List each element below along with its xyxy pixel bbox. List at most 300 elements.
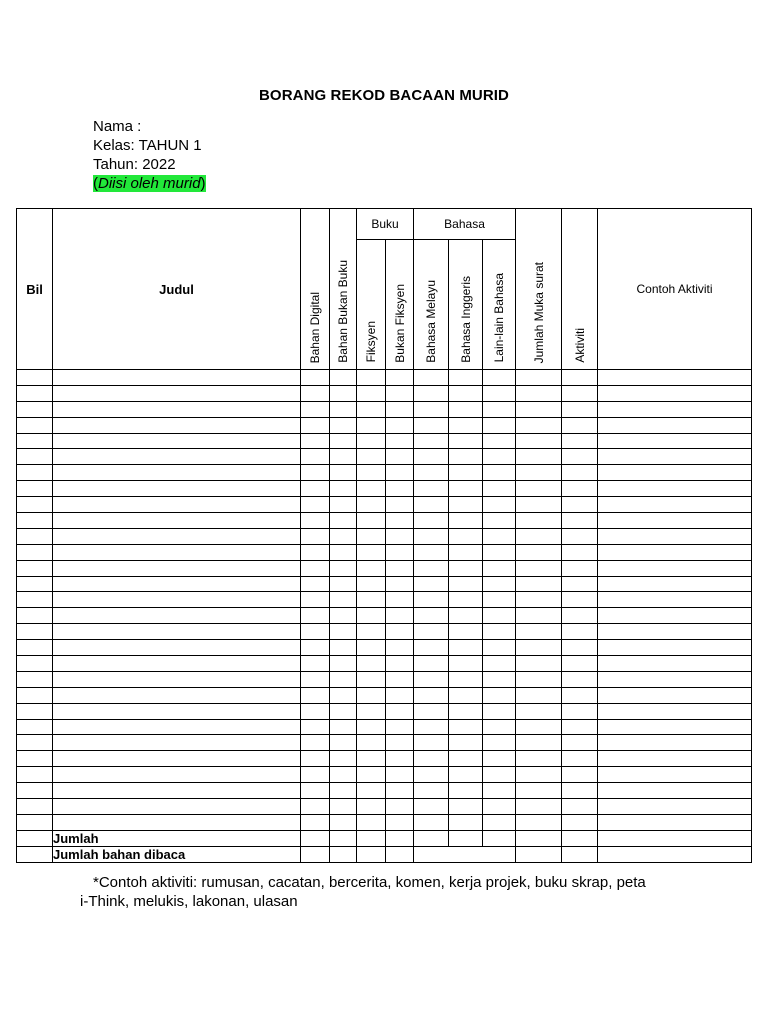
cell-fiksyen[interactable]	[357, 767, 386, 783]
cell-bahasa-melayu[interactable]	[414, 370, 449, 386]
cell-judul[interactable]	[53, 767, 301, 783]
cell-bahasa-melayu[interactable]	[414, 513, 449, 529]
cell-bil[interactable]	[17, 481, 53, 497]
cell-jumlah-muka-surat[interactable]	[516, 449, 562, 465]
cell-judul[interactable]	[53, 544, 301, 560]
cell-aktiviti[interactable]	[562, 433, 598, 449]
cell-bahan-digital[interactable]	[301, 624, 330, 640]
cell-contoh-aktiviti[interactable]	[598, 767, 752, 783]
cell-bukan-fiksyen[interactable]	[386, 767, 414, 783]
cell-bil[interactable]	[17, 592, 53, 608]
cell-judul[interactable]	[53, 783, 301, 799]
cell-aktiviti[interactable]	[562, 592, 598, 608]
cell-lain-lain-bahasa[interactable]	[483, 656, 516, 672]
cell-judul[interactable]	[53, 640, 301, 656]
cell-lain-lain-bahasa[interactable]	[483, 783, 516, 799]
cell-bahasa-inggeris[interactable]	[449, 735, 483, 751]
cell-aktiviti[interactable]	[562, 814, 598, 830]
cell-lain-lain-bahasa[interactable]	[483, 767, 516, 783]
cell-bahasa-melayu[interactable]	[414, 767, 449, 783]
cell-bahan-digital[interactable]	[301, 608, 330, 624]
cell-bahasa-inggeris[interactable]	[449, 624, 483, 640]
cell-bahan-digital[interactable]	[301, 497, 330, 513]
cell-bahasa-melayu[interactable]	[414, 608, 449, 624]
cell-contoh-aktiviti[interactable]	[598, 687, 752, 703]
cell-bahan-digital[interactable]	[301, 814, 330, 830]
cell-aktiviti[interactable]	[562, 449, 598, 465]
cell-fiksyen[interactable]	[357, 576, 386, 592]
cell-bil[interactable]	[17, 687, 53, 703]
cell-bukan-fiksyen[interactable]	[386, 370, 414, 386]
cell-bahasa-melayu[interactable]	[414, 592, 449, 608]
cell-jumlah-muka-surat[interactable]	[516, 640, 562, 656]
cell-bukan-fiksyen[interactable]	[386, 481, 414, 497]
cell-bukan-fiksyen[interactable]	[386, 735, 414, 751]
cell-bahan-digital[interactable]	[301, 640, 330, 656]
cell-lain-lain-bahasa[interactable]	[483, 687, 516, 703]
cell-bahan-digital[interactable]	[301, 401, 330, 417]
cell-bil[interactable]	[17, 656, 53, 672]
cell-bahasa-melayu[interactable]	[414, 735, 449, 751]
cell-bil[interactable]	[17, 528, 53, 544]
cell-lain-lain-bahasa[interactable]	[483, 576, 516, 592]
cell-bahasa-inggeris[interactable]	[449, 417, 483, 433]
cell-bahasa-inggeris[interactable]	[449, 783, 483, 799]
cell-bahasa-inggeris[interactable]	[449, 719, 483, 735]
cell-lain-lain-bahasa[interactable]	[483, 433, 516, 449]
cell-bahasa-melayu[interactable]	[414, 481, 449, 497]
cell-bahan-digital[interactable]	[301, 465, 330, 481]
cell-jumlah-muka-surat[interactable]	[516, 687, 562, 703]
cell-bahasa-melayu[interactable]	[414, 544, 449, 560]
cell-bahan-bukan-buku[interactable]	[330, 671, 357, 687]
cell-bil[interactable]	[17, 767, 53, 783]
cell-aktiviti[interactable]	[562, 481, 598, 497]
cell-jumlah-muka-surat[interactable]	[516, 719, 562, 735]
cell-lain-lain-bahasa[interactable]	[483, 703, 516, 719]
cell-bahasa-melayu[interactable]	[414, 799, 449, 815]
cell-contoh-aktiviti[interactable]	[598, 385, 752, 401]
cell-bahan-bukan-buku[interactable]	[330, 783, 357, 799]
cell-bukan-fiksyen[interactable]	[386, 703, 414, 719]
cell-bukan-fiksyen[interactable]	[386, 513, 414, 529]
cell-fiksyen[interactable]	[357, 592, 386, 608]
cell-bukan-fiksyen[interactable]	[386, 814, 414, 830]
cell-bahasa-inggeris[interactable]	[449, 497, 483, 513]
cell-bil[interactable]	[17, 401, 53, 417]
cell-contoh-aktiviti[interactable]	[598, 640, 752, 656]
cell-bahasa-melayu[interactable]	[414, 703, 449, 719]
cell-bahasa-inggeris[interactable]	[449, 656, 483, 672]
cell-jumlah-muka-surat[interactable]	[516, 735, 562, 751]
cell-bahan-digital[interactable]	[301, 560, 330, 576]
cell-bahan-bukan-buku[interactable]	[330, 528, 357, 544]
cell-contoh-aktiviti[interactable]	[598, 592, 752, 608]
cell-bahan-bukan-buku[interactable]	[330, 735, 357, 751]
cell-aktiviti[interactable]	[562, 624, 598, 640]
cell-judul[interactable]	[53, 592, 301, 608]
cell-fiksyen[interactable]	[357, 751, 386, 767]
cell-judul[interactable]	[53, 656, 301, 672]
cell-bahasa-melayu[interactable]	[414, 449, 449, 465]
cell-fiksyen[interactable]	[357, 624, 386, 640]
cell-jumlah-muka-surat[interactable]	[516, 417, 562, 433]
cell-bahan-bukan-buku[interactable]	[330, 624, 357, 640]
cell-bahasa-inggeris[interactable]	[449, 544, 483, 560]
cell-contoh-aktiviti[interactable]	[598, 433, 752, 449]
cell-contoh-aktiviti[interactable]	[598, 401, 752, 417]
cell-bukan-fiksyen[interactable]	[386, 608, 414, 624]
cell-jumlah-muka-surat[interactable]	[516, 656, 562, 672]
cell-contoh-aktiviti[interactable]	[598, 671, 752, 687]
cell-fiksyen[interactable]	[357, 497, 386, 513]
cell-aktiviti[interactable]	[562, 767, 598, 783]
cell-lain-lain-bahasa[interactable]	[483, 385, 516, 401]
cell-bukan-fiksyen[interactable]	[386, 624, 414, 640]
cell-bil[interactable]	[17, 624, 53, 640]
cell-aktiviti[interactable]	[562, 576, 598, 592]
cell-bahan-bukan-buku[interactable]	[330, 640, 357, 656]
cell-judul[interactable]	[53, 576, 301, 592]
cell-aktiviti[interactable]	[562, 783, 598, 799]
cell-aktiviti[interactable]	[562, 671, 598, 687]
cell-lain-lain-bahasa[interactable]	[483, 640, 516, 656]
cell-bahan-bukan-buku[interactable]	[330, 799, 357, 815]
cell-bahasa-melayu[interactable]	[414, 656, 449, 672]
cell-bukan-fiksyen[interactable]	[386, 656, 414, 672]
cell-bahan-bukan-buku[interactable]	[330, 449, 357, 465]
cell-lain-lain-bahasa[interactable]	[483, 449, 516, 465]
cell-aktiviti[interactable]	[562, 751, 598, 767]
cell-bahan-bukan-buku[interactable]	[330, 370, 357, 386]
cell-aktiviti[interactable]	[562, 513, 598, 529]
cell-fiksyen[interactable]	[357, 799, 386, 815]
cell-bukan-fiksyen[interactable]	[386, 465, 414, 481]
cell-bahasa-inggeris[interactable]	[449, 528, 483, 544]
cell-judul[interactable]	[53, 401, 301, 417]
cell-bahan-bukan-buku[interactable]	[330, 385, 357, 401]
cell-bahan-bukan-buku[interactable]	[330, 560, 357, 576]
cell-bahasa-melayu[interactable]	[414, 687, 449, 703]
cell-bahan-bukan-buku[interactable]	[330, 592, 357, 608]
cell-fiksyen[interactable]	[357, 370, 386, 386]
cell-bahasa-inggeris[interactable]	[449, 640, 483, 656]
cell-bahan-bukan-buku[interactable]	[330, 465, 357, 481]
cell-aktiviti[interactable]	[562, 608, 598, 624]
cell-bahan-digital[interactable]	[301, 751, 330, 767]
cell-bukan-fiksyen[interactable]	[386, 799, 414, 815]
cell-bahasa-melayu[interactable]	[414, 497, 449, 513]
cell-bahan-digital[interactable]	[301, 656, 330, 672]
cell-bukan-fiksyen[interactable]	[386, 592, 414, 608]
cell-fiksyen[interactable]	[357, 528, 386, 544]
cell-bil[interactable]	[17, 544, 53, 560]
cell-fiksyen[interactable]	[357, 481, 386, 497]
cell-aktiviti[interactable]	[562, 417, 598, 433]
cell-aktiviti[interactable]	[562, 640, 598, 656]
cell-bahasa-inggeris[interactable]	[449, 671, 483, 687]
cell-bil[interactable]	[17, 513, 53, 529]
cell-lain-lain-bahasa[interactable]	[483, 497, 516, 513]
cell-jumlah-muka-surat[interactable]	[516, 608, 562, 624]
cell-bil[interactable]	[17, 751, 53, 767]
cell-judul[interactable]	[53, 624, 301, 640]
cell-bukan-fiksyen[interactable]	[386, 433, 414, 449]
cell-bahasa-melayu[interactable]	[414, 433, 449, 449]
cell-fiksyen[interactable]	[357, 703, 386, 719]
cell-jumlah-muka-surat[interactable]	[516, 624, 562, 640]
cell-aktiviti[interactable]	[562, 703, 598, 719]
cell-contoh-aktiviti[interactable]	[598, 656, 752, 672]
cell-fiksyen[interactable]	[357, 560, 386, 576]
cell-contoh-aktiviti[interactable]	[598, 624, 752, 640]
cell-judul[interactable]	[53, 814, 301, 830]
cell-lain-lain-bahasa[interactable]	[483, 814, 516, 830]
cell-contoh-aktiviti[interactable]	[598, 719, 752, 735]
cell-bukan-fiksyen[interactable]	[386, 528, 414, 544]
cell-lain-lain-bahasa[interactable]	[483, 401, 516, 417]
cell-jumlah-muka-surat[interactable]	[516, 703, 562, 719]
cell-fiksyen[interactable]	[357, 783, 386, 799]
cell-judul[interactable]	[53, 703, 301, 719]
cell-bahasa-inggeris[interactable]	[449, 481, 483, 497]
cell-judul[interactable]	[53, 799, 301, 815]
cell-bahasa-melayu[interactable]	[414, 385, 449, 401]
cell-bahasa-melayu[interactable]	[414, 719, 449, 735]
cell-jumlah-muka-surat[interactable]	[516, 799, 562, 815]
cell-bukan-fiksyen[interactable]	[386, 687, 414, 703]
cell-aktiviti[interactable]	[562, 687, 598, 703]
cell-lain-lain-bahasa[interactable]	[483, 370, 516, 386]
cell-contoh-aktiviti[interactable]	[598, 544, 752, 560]
cell-bil[interactable]	[17, 719, 53, 735]
cell-bil[interactable]	[17, 433, 53, 449]
cell-lain-lain-bahasa[interactable]	[483, 608, 516, 624]
cell-bahasa-melayu[interactable]	[414, 528, 449, 544]
cell-bahan-digital[interactable]	[301, 735, 330, 751]
cell-bil[interactable]	[17, 370, 53, 386]
cell-jumlah-muka-surat[interactable]	[516, 767, 562, 783]
cell-bahan-bukan-buku[interactable]	[330, 719, 357, 735]
cell-aktiviti[interactable]	[562, 528, 598, 544]
cell-jumlah-muka-surat[interactable]	[516, 751, 562, 767]
cell-contoh-aktiviti[interactable]	[598, 814, 752, 830]
cell-aktiviti[interactable]	[562, 656, 598, 672]
cell-judul[interactable]	[53, 751, 301, 767]
cell-bahasa-melayu[interactable]	[414, 560, 449, 576]
cell-jumlah-muka-surat[interactable]	[516, 560, 562, 576]
cell-judul[interactable]	[53, 465, 301, 481]
cell-bil[interactable]	[17, 735, 53, 751]
cell-bahan-bukan-buku[interactable]	[330, 481, 357, 497]
cell-bil[interactable]	[17, 671, 53, 687]
cell-lain-lain-bahasa[interactable]	[483, 719, 516, 735]
cell-judul[interactable]	[53, 497, 301, 513]
cell-bahasa-inggeris[interactable]	[449, 513, 483, 529]
cell-judul[interactable]	[53, 385, 301, 401]
cell-bahan-bukan-buku[interactable]	[330, 767, 357, 783]
cell-bahan-digital[interactable]	[301, 544, 330, 560]
cell-bahan-digital[interactable]	[301, 528, 330, 544]
cell-contoh-aktiviti[interactable]	[598, 735, 752, 751]
cell-lain-lain-bahasa[interactable]	[483, 544, 516, 560]
cell-bahasa-melayu[interactable]	[414, 401, 449, 417]
cell-fiksyen[interactable]	[357, 385, 386, 401]
cell-bukan-fiksyen[interactable]	[386, 640, 414, 656]
cell-fiksyen[interactable]	[357, 544, 386, 560]
cell-bahasa-inggeris[interactable]	[449, 814, 483, 830]
cell-contoh-aktiviti[interactable]	[598, 513, 752, 529]
cell-bahasa-inggeris[interactable]	[449, 576, 483, 592]
cell-bahan-digital[interactable]	[301, 783, 330, 799]
cell-lain-lain-bahasa[interactable]	[483, 592, 516, 608]
cell-contoh-aktiviti[interactable]	[598, 799, 752, 815]
cell-bahan-bukan-buku[interactable]	[330, 401, 357, 417]
cell-judul[interactable]	[53, 481, 301, 497]
cell-contoh-aktiviti[interactable]	[598, 465, 752, 481]
cell-aktiviti[interactable]	[562, 465, 598, 481]
cell-jumlah-muka-surat[interactable]	[516, 544, 562, 560]
cell-bahasa-inggeris[interactable]	[449, 385, 483, 401]
cell-contoh-aktiviti[interactable]	[598, 608, 752, 624]
cell-fiksyen[interactable]	[357, 656, 386, 672]
cell-bahasa-inggeris[interactable]	[449, 799, 483, 815]
cell-fiksyen[interactable]	[357, 513, 386, 529]
cell-judul[interactable]	[53, 513, 301, 529]
cell-bahasa-inggeris[interactable]	[449, 767, 483, 783]
cell-bil[interactable]	[17, 417, 53, 433]
cell-bil[interactable]	[17, 814, 53, 830]
cell-bahan-bukan-buku[interactable]	[330, 814, 357, 830]
cell-bukan-fiksyen[interactable]	[386, 385, 414, 401]
cell-bil[interactable]	[17, 497, 53, 513]
cell-bukan-fiksyen[interactable]	[386, 497, 414, 513]
cell-judul[interactable]	[53, 417, 301, 433]
cell-bil[interactable]	[17, 449, 53, 465]
cell-aktiviti[interactable]	[562, 385, 598, 401]
cell-bahan-digital[interactable]	[301, 703, 330, 719]
cell-fiksyen[interactable]	[357, 671, 386, 687]
cell-bahan-digital[interactable]	[301, 385, 330, 401]
cell-jumlah-muka-surat[interactable]	[516, 576, 562, 592]
cell-bukan-fiksyen[interactable]	[386, 544, 414, 560]
cell-fiksyen[interactable]	[357, 449, 386, 465]
cell-bahasa-melayu[interactable]	[414, 640, 449, 656]
cell-bil[interactable]	[17, 576, 53, 592]
cell-jumlah-muka-surat[interactable]	[516, 528, 562, 544]
cell-judul[interactable]	[53, 735, 301, 751]
cell-bahan-digital[interactable]	[301, 417, 330, 433]
cell-fiksyen[interactable]	[357, 433, 386, 449]
cell-bahan-bukan-buku[interactable]	[330, 751, 357, 767]
cell-jumlah-muka-surat[interactable]	[516, 814, 562, 830]
cell-bukan-fiksyen[interactable]	[386, 417, 414, 433]
cell-contoh-aktiviti[interactable]	[598, 703, 752, 719]
cell-bahasa-inggeris[interactable]	[449, 751, 483, 767]
cell-fiksyen[interactable]	[357, 719, 386, 735]
cell-bahan-digital[interactable]	[301, 592, 330, 608]
cell-bukan-fiksyen[interactable]	[386, 560, 414, 576]
cell-lain-lain-bahasa[interactable]	[483, 560, 516, 576]
cell-aktiviti[interactable]	[562, 544, 598, 560]
cell-bahan-bukan-buku[interactable]	[330, 608, 357, 624]
cell-contoh-aktiviti[interactable]	[598, 417, 752, 433]
cell-aktiviti[interactable]	[562, 719, 598, 735]
cell-lain-lain-bahasa[interactable]	[483, 735, 516, 751]
cell-lain-lain-bahasa[interactable]	[483, 799, 516, 815]
cell-jumlah-muka-surat[interactable]	[516, 497, 562, 513]
cell-bahan-bukan-buku[interactable]	[330, 703, 357, 719]
cell-bahan-digital[interactable]	[301, 687, 330, 703]
cell-bahasa-melayu[interactable]	[414, 783, 449, 799]
cell-jumlah-muka-surat[interactable]	[516, 671, 562, 687]
cell-bahasa-melayu[interactable]	[414, 417, 449, 433]
cell-bahasa-inggeris[interactable]	[449, 449, 483, 465]
cell-aktiviti[interactable]	[562, 370, 598, 386]
cell-judul[interactable]	[53, 671, 301, 687]
cell-bahasa-inggeris[interactable]	[449, 401, 483, 417]
cell-bahan-digital[interactable]	[301, 767, 330, 783]
cell-jumlah-muka-surat[interactable]	[516, 465, 562, 481]
cell-lain-lain-bahasa[interactable]	[483, 417, 516, 433]
cell-bahan-digital[interactable]	[301, 449, 330, 465]
cell-bahan-bukan-buku[interactable]	[330, 544, 357, 560]
cell-bahasa-inggeris[interactable]	[449, 592, 483, 608]
cell-bahan-digital[interactable]	[301, 433, 330, 449]
cell-contoh-aktiviti[interactable]	[598, 576, 752, 592]
cell-aktiviti[interactable]	[562, 560, 598, 576]
cell-fiksyen[interactable]	[357, 465, 386, 481]
cell-judul[interactable]	[53, 370, 301, 386]
cell-bukan-fiksyen[interactable]	[386, 401, 414, 417]
cell-bahasa-melayu[interactable]	[414, 751, 449, 767]
cell-bukan-fiksyen[interactable]	[386, 449, 414, 465]
cell-bukan-fiksyen[interactable]	[386, 751, 414, 767]
cell-bahasa-inggeris[interactable]	[449, 687, 483, 703]
cell-bahasa-melayu[interactable]	[414, 814, 449, 830]
cell-bahasa-inggeris[interactable]	[449, 370, 483, 386]
cell-jumlah-muka-surat[interactable]	[516, 385, 562, 401]
cell-fiksyen[interactable]	[357, 417, 386, 433]
cell-bil[interactable]	[17, 385, 53, 401]
cell-judul[interactable]	[53, 433, 301, 449]
cell-bahasa-inggeris[interactable]	[449, 465, 483, 481]
cell-jumlah-muka-surat[interactable]	[516, 592, 562, 608]
cell-bahasa-inggeris[interactable]	[449, 608, 483, 624]
cell-bukan-fiksyen[interactable]	[386, 783, 414, 799]
cell-jumlah-muka-surat[interactable]	[516, 783, 562, 799]
cell-judul[interactable]	[53, 449, 301, 465]
cell-jumlah-muka-surat[interactable]	[516, 433, 562, 449]
cell-bahan-bukan-buku[interactable]	[330, 433, 357, 449]
cell-bahan-digital[interactable]	[301, 481, 330, 497]
cell-aktiviti[interactable]	[562, 735, 598, 751]
cell-bahan-digital[interactable]	[301, 671, 330, 687]
cell-bahan-digital[interactable]	[301, 513, 330, 529]
cell-jumlah-muka-surat[interactable]	[516, 513, 562, 529]
cell-judul[interactable]	[53, 560, 301, 576]
cell-lain-lain-bahasa[interactable]	[483, 528, 516, 544]
cell-bil[interactable]	[17, 640, 53, 656]
cell-bil[interactable]	[17, 799, 53, 815]
cell-jumlah-muka-surat[interactable]	[516, 481, 562, 497]
cell-bahan-bukan-buku[interactable]	[330, 576, 357, 592]
cell-bukan-fiksyen[interactable]	[386, 576, 414, 592]
cell-fiksyen[interactable]	[357, 814, 386, 830]
cell-bahasa-melayu[interactable]	[414, 576, 449, 592]
cell-judul[interactable]	[53, 608, 301, 624]
cell-bahasa-inggeris[interactable]	[449, 703, 483, 719]
